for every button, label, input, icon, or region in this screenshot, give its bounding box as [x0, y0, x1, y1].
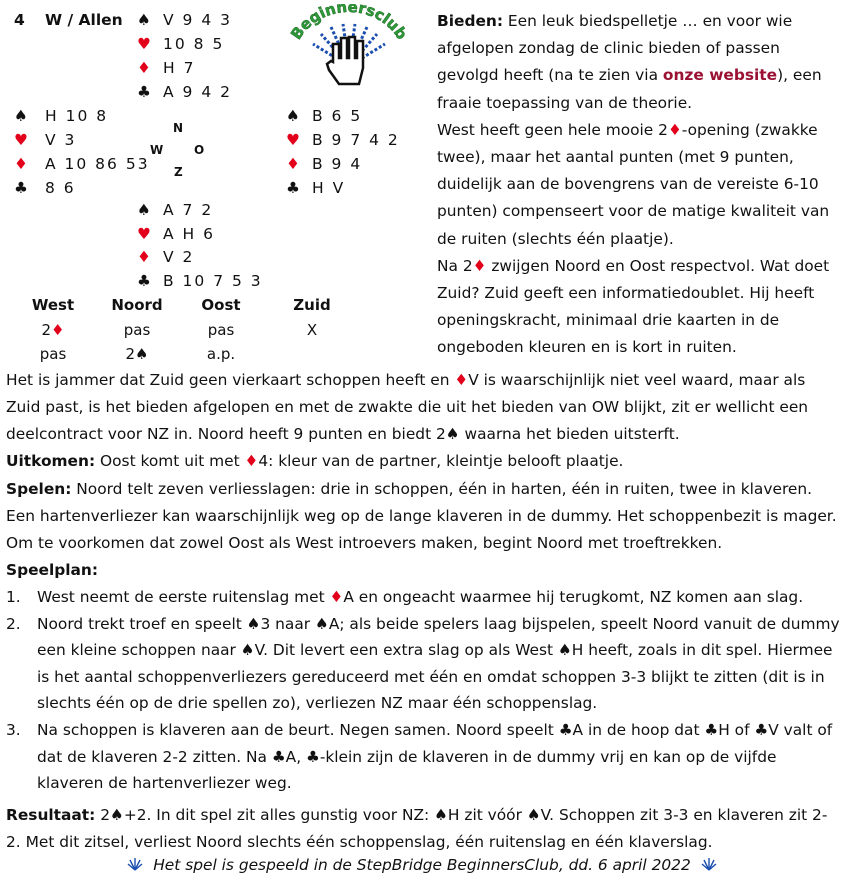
spade-icon: ♠ — [434, 806, 448, 824]
bid-cell: a.p. — [206, 345, 236, 363]
beginnersclub-logo — [283, 4, 413, 94]
spade-icon: ♠ — [526, 806, 541, 824]
diamond-icon: ♦ — [137, 59, 151, 77]
diamond-icon: ♦ — [51, 321, 65, 339]
west-spades: H 10 8 — [45, 107, 109, 125]
spade-icon: ♠ — [137, 11, 151, 29]
north-hearts: 10 8 5 — [163, 35, 225, 53]
logo-text: Beginnersclub — [287, 4, 411, 43]
dealer-vulnerability: W / Allen — [45, 11, 123, 29]
bid-cell: X — [306, 321, 318, 339]
east-hearts: B 9 7 4 2 — [312, 131, 400, 149]
uitkomen-paragraph: Uitkomen: Oost komt uit met ♦4: kleur van de partner, kleintje belooft plaatje. — [6, 452, 624, 470]
compass-north: N — [173, 121, 184, 135]
diamond-icon: ♦ — [454, 371, 469, 389]
spade-icon: ♠ — [315, 614, 329, 633]
resultaat-paragraph: Resultaat: 2♠+2. In dit spel zit alles gunstig voor NZ: ♠H zit vóór ♠V. Schoppen zit 3-3 en klaveren zit 2-2. Met dit zitsel, verliest Noord slechts één schoppenslag, één ruitenslag en één klaverslag. — [6, 806, 828, 851]
website-link[interactable]: onze website — [662, 66, 778, 85]
club-icon: ♣ — [137, 83, 151, 101]
club-icon: ♣ — [137, 272, 151, 290]
west-clubs: 8 6 — [45, 179, 76, 197]
club-icon: ♣ — [271, 747, 286, 766]
club-icon: ♣ — [754, 720, 769, 739]
resultaat-label: Resultaat: — [6, 806, 96, 824]
heart-icon: ♥ — [137, 225, 151, 243]
fan-icon — [701, 857, 717, 875]
list-item: 2. Noord trekt troef en speelt ♠3 naar ♠A; als beide spelers laag bijspelen, speelt Noord vanuit de dummy een kleine schoppen naar ♠V. Dit levert een extra slag op als West ♠H heeft, zoals in dit spel. Hiermee is het aantal schoppenverliezers gereduceerd met één en omdat schoppen 3-3 blijkt te zitten (dit is in slechts één op de drie spellen zo), verliezen NZ maar één schoppenslag. — [6, 614, 840, 713]
south-spades: A 7 2 — [163, 201, 214, 219]
list-item: 3. Na schoppen is klaveren aan de beurt. Negen samen. Noord speelt ♣A in de hoop dat ♣H of ♣V valt of dat de klaveren 2-2 zitten. Na ♣A, ♣-klein zijn de klaveren in de dummy vrij en kan op de vijfde klaveren de hartenverliezer weg. — [6, 720, 833, 793]
diamond-icon: ♦ — [472, 256, 487, 275]
bid-cell: pas — [207, 321, 235, 339]
analysis-paragraph: Het is jammer dat Zuid geen vierkaart schoppen heeft en ♦V is waarschijnlijk niet veel waard, maar als Zuid past, is het bieden afgelopen en met de zwakte die uit het bieden van OW blijkt, zit er wellicht een deelcontract voor NZ in. Noord heeft 9 punten en biedt 2♠ waarna het bieden uitsterft. — [6, 371, 809, 443]
uitkomen-label: Uitkomen: — [6, 452, 96, 470]
diamond-icon: ♦ — [329, 588, 344, 606]
club-icon: ♣ — [14, 179, 28, 197]
bid-cell: 2♦ — [41, 321, 65, 339]
north-clubs: A 9 4 2 — [163, 83, 232, 101]
bid-header-north: Noord — [111, 296, 163, 314]
list-item: 1. West neemt de eerste ruitenslag met ♦A en ongeacht waarmee hij terugkomt, NZ komen aan slag. — [6, 588, 804, 606]
compass-east: O — [194, 143, 205, 157]
heart-icon: ♥ — [14, 131, 28, 149]
club-icon: ♣ — [306, 747, 320, 766]
footer-text: Het spel is gespeeld in de StepBridge BeginnersClub, dd. 6 april 2022 — [153, 856, 691, 874]
south-hearts: A H 6 — [163, 225, 215, 243]
board-number: 4 — [14, 11, 25, 29]
speelplan-heading: Speelplan: — [6, 561, 99, 579]
bid-cell: pas — [39, 345, 67, 363]
east-diamonds: B 9 4 — [312, 155, 363, 173]
club-icon: ♣ — [286, 179, 300, 197]
spelen-paragraph: Spelen: Noord telt zeven verliesslagen: drie in schoppen, één in harten, één in ruiten, twee in klaveren. Een hartenverliezer kan waarschijnlijk weg op de lange klaveren in de dummy. Het schoppenbezit is mager. Om te voorkomen dat zowel Oost als West introevers maken, begint Noord met troeftrekken. — [6, 480, 837, 552]
spade-icon: ♠ — [110, 806, 124, 824]
west-hearts: V 3 — [45, 131, 77, 149]
spade-icon: ♠ — [557, 641, 572, 660]
spade-icon: ♠ — [14, 107, 28, 125]
footer — [0, 856, 844, 875]
bid-header-west: West — [31, 296, 75, 314]
bieden-paragraph: Bieden: Een leuk biedspelletje … en voor wie afgelopen zondag de clinic bieden of passen gevolgd heeft (na te zien via onze website), een fraaie toepassing van de theorie. West heeft geen hele mooie 2♦-opening (zwakke twee), maar het aantal punten (met 9 punten, duidelijk aan de bovengrens van de vereiste 6-10 punten) compenseert voor de matige kwaliteit van de ruiten (slechts één plaatje). Na 2♦ zwijgen Noord en Oost respectvol. Wat doet Zuid? Zuid geeft een informatiedoublet. Hij heeft openingskracht, minimaal drie kaarten in de ongeboden kleuren en is kort in ruiten. — [437, 12, 830, 357]
spelen-label: Spelen: — [6, 480, 72, 498]
east-clubs: H V — [312, 179, 346, 197]
bid-header-south: Zuid — [293, 296, 331, 314]
compass-south: Z — [174, 165, 183, 179]
fan-icon — [127, 857, 143, 875]
spade-icon: ♠ — [445, 425, 460, 443]
club-icon: ♣ — [558, 720, 573, 739]
north-spades: V 9 4 3 — [163, 11, 232, 29]
spade-icon: ♠ — [286, 107, 300, 125]
club-icon: ♣ — [704, 720, 719, 739]
spade-icon: ♠ — [240, 641, 255, 660]
bid-header-east: Oost — [201, 296, 241, 314]
bid-cell: 2♠ — [125, 345, 149, 363]
heart-icon: ♥ — [137, 35, 151, 53]
diamond-icon: ♦ — [244, 452, 259, 470]
diamond-icon: ♦ — [137, 248, 151, 266]
east-spades: B 6 5 — [312, 107, 363, 125]
south-clubs: B 10 7 5 3 — [163, 272, 263, 290]
diamond-icon: ♦ — [286, 155, 300, 173]
west-diamonds: A 10 86 53 — [45, 155, 150, 173]
spade-icon: ♠ — [246, 614, 261, 633]
diamond-icon: ♦ — [14, 155, 28, 173]
south-diamonds: V 2 — [163, 248, 195, 266]
speelplan-list — [6, 584, 840, 797]
diamond-icon: ♦ — [667, 120, 682, 139]
bid-cell: pas — [123, 321, 151, 339]
spade-icon: ♠ — [137, 201, 151, 219]
compass-west: W — [150, 143, 164, 157]
bieden-label: Bieden: — [437, 12, 504, 30]
north-diamonds: H 7 — [163, 59, 196, 77]
spade-icon: ♠ — [135, 345, 149, 363]
heart-icon: ♥ — [286, 131, 300, 149]
